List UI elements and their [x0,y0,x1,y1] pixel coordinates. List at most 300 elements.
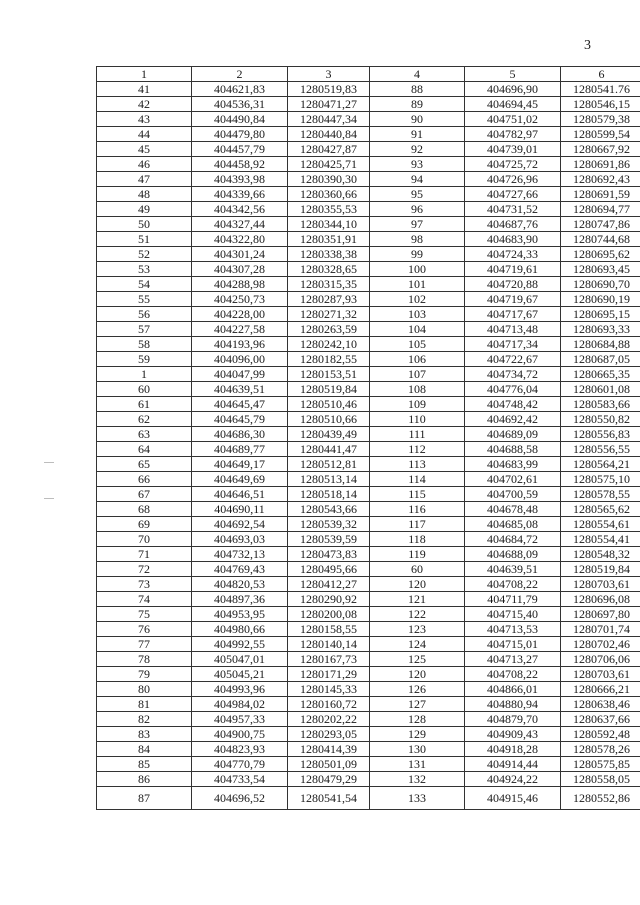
y-coordinate-right-cell: 1280541.76 [561,82,640,97]
y-coordinate-right-cell: 1280564,21 [561,457,640,472]
x-coordinate-left-cell: 404646,51 [192,487,288,502]
x-coordinate-left-cell: 404227,58 [192,322,288,337]
y-coordinate-right-cell: 1280637,66 [561,712,640,727]
x-coordinate-left-cell: 404047,99 [192,367,288,382]
y-coordinate-left-cell: 1280471,27 [288,97,370,112]
point-number-right-cell: 121 [370,592,465,607]
point-number-left-cell: 42 [97,97,192,112]
y-coordinate-right-cell: 1280703,61 [561,667,640,682]
point-number-left-cell: 46 [97,157,192,172]
x-coordinate-right-cell: 404711,79 [465,592,561,607]
y-coordinate-left-cell: 1280519,84 [288,382,370,397]
y-coordinate-left-cell: 1280425,71 [288,157,370,172]
x-coordinate-right-cell: 404880,94 [465,697,561,712]
x-coordinate-right-cell: 404708,22 [465,667,561,682]
x-coordinate-left-cell: 404649,69 [192,472,288,487]
x-coordinate-right-cell: 404715,01 [465,637,561,652]
x-coordinate-left-cell: 404953,95 [192,607,288,622]
point-number-right-cell: 133 [370,787,465,810]
table-row [97,772,640,787]
coordinates-table [96,66,640,810]
table-row [97,547,640,562]
y-coordinate-left-cell: 1280447,34 [288,112,370,127]
x-coordinate-right-cell: 404717,34 [465,337,561,352]
x-coordinate-left-cell: 404984,02 [192,697,288,712]
y-coordinate-left-cell: 1280200,08 [288,607,370,622]
point-number-left-cell: 84 [97,742,192,757]
x-coordinate-left-cell: 404339,66 [192,187,288,202]
y-coordinate-left-cell: 1280158,55 [288,622,370,637]
x-coordinate-left-cell: 404769,43 [192,562,288,577]
column-header-point-number-right: 4 [370,67,465,82]
point-number-left-cell: 45 [97,142,192,157]
y-coordinate-right-cell: 1280691,59 [561,187,640,202]
x-coordinate-right-cell: 404727,66 [465,187,561,202]
table-row [97,112,640,127]
table-row [97,712,640,727]
point-number-right-cell: 117 [370,517,465,532]
table-row [97,487,640,502]
x-coordinate-right-cell: 404915,46 [465,787,561,810]
point-number-right-cell: 106 [370,352,465,367]
x-coordinate-left-cell: 404393,98 [192,172,288,187]
x-coordinate-right-cell: 404708,22 [465,577,561,592]
x-coordinate-right-cell: 404725,72 [465,157,561,172]
y-coordinate-right-cell: 1280696,08 [561,592,640,607]
table-row [97,382,640,397]
y-coordinate-right-cell: 1280687,05 [561,352,640,367]
point-number-right-cell: 94 [370,172,465,187]
point-number-right-cell: 105 [370,337,465,352]
y-coordinate-right-cell: 1280556,55 [561,442,640,457]
x-coordinate-right-cell: 404724,33 [465,247,561,262]
point-number-left-cell: 67 [97,487,192,502]
point-number-right-cell: 109 [370,397,465,412]
point-number-right-cell: 127 [370,697,465,712]
y-coordinate-left-cell: 1280160,72 [288,697,370,712]
y-coordinate-right-cell: 1280691,86 [561,157,640,172]
point-number-right-cell: 119 [370,547,465,562]
x-coordinate-left-cell: 404957,33 [192,712,288,727]
point-number-right-cell: 107 [370,367,465,382]
y-coordinate-right-cell: 1280556,83 [561,427,640,442]
y-coordinate-right-cell: 1280684,88 [561,337,640,352]
table-row [97,622,640,637]
y-coordinate-left-cell: 1280202,22 [288,712,370,727]
point-number-right-cell: 112 [370,442,465,457]
point-number-left-cell: 59 [97,352,192,367]
point-number-right-cell: 124 [370,637,465,652]
point-number-right-cell: 89 [370,97,465,112]
y-coordinate-left-cell: 1280495,66 [288,562,370,577]
point-number-left-cell: 77 [97,637,192,652]
x-coordinate-right-cell: 404717,67 [465,307,561,322]
x-coordinate-right-cell: 404713,48 [465,322,561,337]
point-number-left-cell: 76 [97,622,192,637]
x-coordinate-left-cell: 404732,13 [192,547,288,562]
y-coordinate-left-cell: 1280167,73 [288,652,370,667]
table-row [97,127,640,142]
x-coordinate-left-cell: 404645,79 [192,412,288,427]
table-row [97,727,640,742]
y-coordinate-left-cell: 1280512,81 [288,457,370,472]
y-coordinate-right-cell: 1280579,38 [561,112,640,127]
point-number-right-cell: 129 [370,727,465,742]
y-coordinate-left-cell: 1280539,32 [288,517,370,532]
x-coordinate-left-cell: 405045,21 [192,667,288,682]
y-coordinate-left-cell: 1280271,32 [288,307,370,322]
x-coordinate-right-cell: 404688,09 [465,547,561,562]
point-number-left-cell: 54 [97,277,192,292]
point-number-left-cell: 57 [97,322,192,337]
x-coordinate-right-cell: 404683,99 [465,457,561,472]
table-row [97,457,640,472]
y-coordinate-left-cell: 1280543,66 [288,502,370,517]
x-coordinate-left-cell: 404733,54 [192,772,288,787]
x-coordinate-left-cell: 404770,79 [192,757,288,772]
y-coordinate-right-cell: 1280552,86 [561,787,640,810]
y-coordinate-left-cell: 1280140,14 [288,637,370,652]
table-row [97,142,640,157]
point-number-right-cell: 102 [370,292,465,307]
x-coordinate-right-cell: 404683,90 [465,232,561,247]
point-number-left-cell: 50 [97,217,192,232]
point-number-left-cell: 86 [97,772,192,787]
y-coordinate-right-cell: 1280519,84 [561,562,640,577]
table-row [97,607,640,622]
table-row [97,787,640,810]
point-number-right-cell: 97 [370,217,465,232]
x-coordinate-left-cell: 404823,93 [192,742,288,757]
point-number-right-cell: 123 [370,622,465,637]
point-number-left-cell: 47 [97,172,192,187]
y-coordinate-left-cell: 1280290,92 [288,592,370,607]
y-coordinate-left-cell: 1280263,59 [288,322,370,337]
point-number-left-cell: 60 [97,382,192,397]
table-row [97,217,640,232]
y-coordinate-left-cell: 1280541,54 [288,787,370,810]
x-coordinate-left-cell: 404696,52 [192,787,288,810]
x-coordinate-right-cell: 404694,45 [465,97,561,112]
point-number-left-cell: 83 [97,727,192,742]
table-row [97,682,640,697]
column-header-y-left: 3 [288,67,370,82]
point-number-left-cell: 69 [97,517,192,532]
x-coordinate-left-cell: 404649,17 [192,457,288,472]
y-coordinate-left-cell: 1280519,83 [288,82,370,97]
x-coordinate-left-cell: 404490,84 [192,112,288,127]
table-row [97,697,640,712]
table-row [97,337,640,352]
point-number-right-cell: 88 [370,82,465,97]
y-coordinate-right-cell: 1280599,54 [561,127,640,142]
x-coordinate-left-cell: 404992,55 [192,637,288,652]
y-coordinate-left-cell: 1280510,66 [288,412,370,427]
y-coordinate-right-cell: 1280583,66 [561,397,640,412]
x-coordinate-right-cell: 404700,59 [465,487,561,502]
point-number-right-cell: 114 [370,472,465,487]
y-coordinate-left-cell: 1280441,47 [288,442,370,457]
point-number-right-cell: 104 [370,322,465,337]
point-number-left-cell: 56 [97,307,192,322]
y-coordinate-left-cell: 1280242,10 [288,337,370,352]
point-number-right-cell: 90 [370,112,465,127]
table-row [97,577,640,592]
y-coordinate-left-cell: 1280427,87 [288,142,370,157]
table-row [97,157,640,172]
table-row [97,442,640,457]
point-number-right-cell: 126 [370,682,465,697]
point-number-right-cell: 99 [370,247,465,262]
point-number-left-cell: 79 [97,667,192,682]
y-coordinate-right-cell: 1280703,61 [561,577,640,592]
point-number-left-cell: 44 [97,127,192,142]
point-number-left-cell: 55 [97,292,192,307]
x-coordinate-left-cell: 404250,73 [192,292,288,307]
table-row [97,202,640,217]
y-coordinate-left-cell: 1280355,53 [288,202,370,217]
x-coordinate-right-cell: 404713,27 [465,652,561,667]
x-coordinate-right-cell: 404918,28 [465,742,561,757]
x-coordinate-right-cell: 404702,61 [465,472,561,487]
x-coordinate-right-cell: 404688,58 [465,442,561,457]
table-row [97,562,640,577]
y-coordinate-right-cell: 1280695,62 [561,247,640,262]
point-number-right-cell: 101 [370,277,465,292]
point-number-left-cell: 87 [97,787,192,810]
y-coordinate-right-cell: 1280693,33 [561,322,640,337]
table-row [97,307,640,322]
y-coordinate-left-cell: 1280338,38 [288,247,370,262]
point-number-right-cell: 132 [370,772,465,787]
y-coordinate-left-cell: 1280473,83 [288,547,370,562]
x-coordinate-left-cell: 404621,83 [192,82,288,97]
table-row [97,367,640,382]
x-coordinate-right-cell: 404776,04 [465,382,561,397]
x-coordinate-left-cell: 404228,00 [192,307,288,322]
y-coordinate-right-cell: 1280578,26 [561,742,640,757]
table-row [97,667,640,682]
point-number-left-cell: 70 [97,532,192,547]
y-coordinate-left-cell: 1280518,14 [288,487,370,502]
point-number-right-cell: 110 [370,412,465,427]
table-body [97,82,640,810]
point-number-left-cell: 64 [97,442,192,457]
x-coordinate-right-cell: 404719,61 [465,262,561,277]
y-coordinate-right-cell: 1280697,80 [561,607,640,622]
y-coordinate-right-cell: 1280695,15 [561,307,640,322]
point-number-left-cell: 78 [97,652,192,667]
point-number-right-cell: 118 [370,532,465,547]
point-number-left-cell: 51 [97,232,192,247]
point-number-left-cell: 1 [97,367,192,382]
table-row [97,742,640,757]
point-number-right-cell: 93 [370,157,465,172]
x-coordinate-right-cell: 404692,42 [465,412,561,427]
table-row [97,82,640,97]
point-number-left-cell: 65 [97,457,192,472]
point-number-right-cell: 91 [370,127,465,142]
table-row [97,412,640,427]
x-coordinate-left-cell: 404457,79 [192,142,288,157]
x-coordinate-left-cell: 404692,54 [192,517,288,532]
y-coordinate-right-cell: 1280575,10 [561,472,640,487]
table-row [97,637,640,652]
x-coordinate-right-cell: 404924,22 [465,772,561,787]
y-coordinate-right-cell: 1280546,15 [561,97,640,112]
table-row [97,352,640,367]
y-coordinate-right-cell: 1280747,86 [561,217,640,232]
x-coordinate-right-cell: 404748,42 [465,397,561,412]
x-coordinate-left-cell: 405047,01 [192,652,288,667]
point-number-left-cell: 48 [97,187,192,202]
y-coordinate-right-cell: 1280665,35 [561,367,640,382]
y-coordinate-left-cell: 1280440,84 [288,127,370,142]
table-row [97,472,640,487]
y-coordinate-left-cell: 1280182,55 [288,352,370,367]
x-coordinate-right-cell: 404713,53 [465,622,561,637]
point-number-right-cell: 125 [370,652,465,667]
x-coordinate-right-cell: 404685,08 [465,517,561,532]
x-coordinate-right-cell: 404909,43 [465,727,561,742]
y-coordinate-left-cell: 1280513,14 [288,472,370,487]
point-number-left-cell: 41 [97,82,192,97]
table-row [97,292,640,307]
y-coordinate-right-cell: 1280638,46 [561,697,640,712]
y-coordinate-right-cell: 1280558,05 [561,772,640,787]
y-coordinate-left-cell: 1280439,49 [288,427,370,442]
x-coordinate-right-cell: 404719,67 [465,292,561,307]
point-number-left-cell: 58 [97,337,192,352]
x-coordinate-right-cell: 404866,01 [465,682,561,697]
x-coordinate-left-cell: 404689,77 [192,442,288,457]
x-coordinate-right-cell: 404687,76 [465,217,561,232]
y-coordinate-left-cell: 1280328,65 [288,262,370,277]
point-number-right-cell: 120 [370,667,465,682]
x-coordinate-right-cell: 404696,90 [465,82,561,97]
y-coordinate-left-cell: 1280360,66 [288,187,370,202]
x-coordinate-right-cell: 404731,52 [465,202,561,217]
point-number-left-cell: 68 [97,502,192,517]
y-coordinate-right-cell: 1280694,77 [561,202,640,217]
y-coordinate-left-cell: 1280171,29 [288,667,370,682]
column-header-x-right: 5 [465,67,561,82]
y-coordinate-left-cell: 1280344,10 [288,217,370,232]
x-coordinate-left-cell: 404536,31 [192,97,288,112]
x-coordinate-right-cell: 404734,72 [465,367,561,382]
y-coordinate-right-cell: 1280548,32 [561,547,640,562]
x-coordinate-left-cell: 404820,53 [192,577,288,592]
point-number-right-cell: 60 [370,562,465,577]
y-coordinate-right-cell: 1280706,06 [561,652,640,667]
point-number-left-cell: 61 [97,397,192,412]
x-coordinate-left-cell: 404686,30 [192,427,288,442]
x-coordinate-left-cell: 404693,03 [192,532,288,547]
x-coordinate-right-cell: 404715,40 [465,607,561,622]
table-row [97,187,640,202]
point-number-left-cell: 62 [97,412,192,427]
x-coordinate-right-cell: 404689,09 [465,427,561,442]
table-row [97,427,640,442]
point-number-left-cell: 49 [97,202,192,217]
point-number-left-cell: 52 [97,247,192,262]
point-number-right-cell: 115 [370,487,465,502]
point-number-right-cell: 96 [370,202,465,217]
table-row [97,322,640,337]
x-coordinate-left-cell: 404993,96 [192,682,288,697]
point-number-right-cell: 131 [370,757,465,772]
x-coordinate-left-cell: 404342,56 [192,202,288,217]
x-coordinate-left-cell: 404458,92 [192,157,288,172]
point-number-right-cell: 100 [370,262,465,277]
x-coordinate-left-cell: 404307,28 [192,262,288,277]
y-coordinate-right-cell: 1280692,43 [561,172,640,187]
x-coordinate-right-cell: 404684,72 [465,532,561,547]
point-number-left-cell: 53 [97,262,192,277]
y-coordinate-right-cell: 1280554,41 [561,532,640,547]
x-coordinate-left-cell: 404897,36 [192,592,288,607]
y-coordinate-left-cell: 1280414,39 [288,742,370,757]
point-number-right-cell: 122 [370,607,465,622]
y-coordinate-left-cell: 1280351,91 [288,232,370,247]
y-coordinate-right-cell: 1280575,85 [561,757,640,772]
table-row [97,277,640,292]
y-coordinate-right-cell: 1280667,92 [561,142,640,157]
y-coordinate-right-cell: 1280744,68 [561,232,640,247]
x-coordinate-left-cell: 404301,24 [192,247,288,262]
point-number-right-cell: 130 [370,742,465,757]
point-number-left-cell: 80 [97,682,192,697]
table-row [97,592,640,607]
y-coordinate-right-cell: 1280592,48 [561,727,640,742]
table-row [97,652,640,667]
point-number-left-cell: 82 [97,712,192,727]
y-coordinate-left-cell: 1280510,46 [288,397,370,412]
point-number-left-cell: 72 [97,562,192,577]
y-coordinate-right-cell: 1280565,62 [561,502,640,517]
x-coordinate-right-cell: 404678,48 [465,502,561,517]
point-number-right-cell: 95 [370,187,465,202]
y-coordinate-left-cell: 1280287,93 [288,292,370,307]
column-header-point-number-left: 1 [97,67,192,82]
y-coordinate-right-cell: 1280693,45 [561,262,640,277]
y-coordinate-left-cell: 1280315,35 [288,277,370,292]
y-coordinate-left-cell: 1280539,59 [288,532,370,547]
y-coordinate-right-cell: 1280702,46 [561,637,640,652]
table-header-row [97,67,640,82]
table-row [97,397,640,412]
point-number-left-cell: 74 [97,592,192,607]
margin-mark [44,462,54,463]
y-coordinate-left-cell: 1280390,30 [288,172,370,187]
table-row [97,517,640,532]
point-number-right-cell: 103 [370,307,465,322]
x-coordinate-left-cell: 404690,11 [192,502,288,517]
x-coordinate-right-cell: 404879,70 [465,712,561,727]
x-coordinate-left-cell: 404900,75 [192,727,288,742]
point-number-right-cell: 98 [370,232,465,247]
y-coordinate-right-cell: 1280554,61 [561,517,640,532]
point-number-right-cell: 108 [370,382,465,397]
x-coordinate-left-cell: 404327,44 [192,217,288,232]
x-coordinate-right-cell: 404722,67 [465,352,561,367]
y-coordinate-left-cell: 1280479,29 [288,772,370,787]
page-number: 3 [584,38,591,53]
point-number-right-cell: 128 [370,712,465,727]
x-coordinate-left-cell: 404322,80 [192,232,288,247]
table-row [97,232,640,247]
point-number-left-cell: 71 [97,547,192,562]
